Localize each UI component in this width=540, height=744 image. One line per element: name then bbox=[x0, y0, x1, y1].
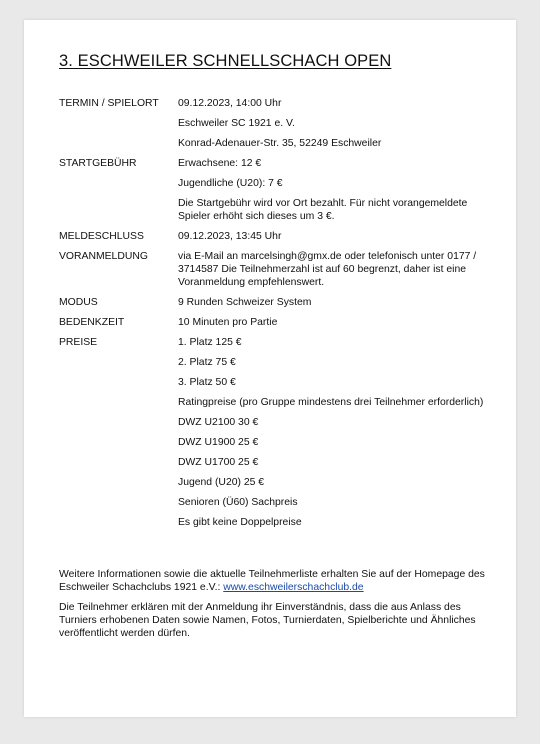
row-value: Erwachsene: 12 € bbox=[178, 158, 262, 169]
row-label: MELDESCHLUSS bbox=[59, 231, 144, 242]
info-table bbox=[59, 97, 489, 536]
row-value: 2. Platz 75 € bbox=[178, 357, 236, 368]
row-label: BEDENKZEIT bbox=[59, 317, 125, 328]
row-value: DWZ U1700 25 € bbox=[178, 457, 259, 468]
row-label: PREISE bbox=[59, 337, 98, 348]
row-label: VORANMELDUNG bbox=[59, 251, 148, 262]
document-page bbox=[24, 20, 516, 717]
row-value: Ratingpreise (pro Gruppe mindestens drei Teilnehmer erforderlich) bbox=[178, 397, 484, 408]
row-values bbox=[178, 250, 489, 296]
row-value: Eschweiler SC 1921 e. V. bbox=[178, 118, 295, 129]
row-value: 3. Platz 50 € bbox=[178, 377, 236, 388]
consent-paragraph: Die Teilnehmer erklären mit der Anmeldung ihr Einverständnis, dass die aus Anlass des Turniers erhobenen Daten sowie Namen, Fotos, Turnierdaten, Spielberichte und Ähnliches veröffentlicht werden dürfen. bbox=[59, 602, 476, 639]
row-value: Es gibt keine Doppelpreise bbox=[178, 517, 302, 528]
row-value: 10 Minuten pro Partie bbox=[178, 317, 278, 328]
info-row bbox=[59, 336, 489, 536]
row-values bbox=[178, 316, 489, 336]
row-label: TERMIN / SPIELORT bbox=[59, 98, 159, 109]
row-values bbox=[178, 157, 489, 230]
info-row bbox=[59, 316, 489, 336]
info-text: Weitere Informationen sowie die aktuelle Teilnehmerliste erhalten Sie auf der Homepage des Eschweiler Schachclubs 1921 e.V.: bbox=[59, 569, 485, 593]
row-value: via E-Mail an marcelsingh@gmx.de oder telefonisch unter 0177 / 3714587 Die Teilnehmerzahl ist auf 60 begrenzt, daher ist eine Voranmeldung empfehlenswert. bbox=[178, 251, 477, 288]
page-title: 3. ESCHWEILER SCHNELLSCHACH OPEN bbox=[59, 52, 392, 70]
info-paragraph bbox=[59, 568, 489, 594]
row-values bbox=[178, 230, 489, 250]
row-value: Konrad-Adenauer-Str. 35, 52249 Eschweiler bbox=[178, 138, 382, 149]
row-value: Senioren (Ü60) Sachpreis bbox=[178, 497, 298, 508]
row-label: STARTGEBÜHR bbox=[59, 158, 137, 169]
info-row bbox=[59, 230, 489, 250]
row-value: 09.12.2023, 13:45 Uhr bbox=[178, 231, 282, 242]
row-value: 1. Platz 125 € bbox=[178, 337, 242, 348]
row-label: MODUS bbox=[59, 297, 98, 308]
footer-notes bbox=[59, 568, 489, 647]
info-row bbox=[59, 296, 489, 316]
row-value: 09.12.2023, 14:00 Uhr bbox=[178, 98, 282, 109]
row-value: Die Startgebühr wird vor Ort bezahlt. Für nicht vorangemeldete Spieler erhöht sich dieses um 3 €. bbox=[178, 198, 468, 222]
info-row bbox=[59, 157, 489, 230]
row-values bbox=[178, 336, 489, 536]
row-values bbox=[178, 296, 489, 316]
row-value: DWZ U2100 30 € bbox=[178, 417, 259, 428]
row-value: Jugend (U20) 25 € bbox=[178, 477, 265, 488]
row-value: 9 Runden Schweizer System bbox=[178, 297, 312, 308]
info-row bbox=[59, 250, 489, 296]
row-value: DWZ U1900 25 € bbox=[178, 437, 259, 448]
homepage-link[interactable]: www.eschweilerschachclub.de bbox=[223, 582, 364, 593]
info-row bbox=[59, 97, 489, 157]
row-values bbox=[178, 97, 489, 157]
row-value: Jugendliche (U20): 7 € bbox=[178, 178, 283, 189]
